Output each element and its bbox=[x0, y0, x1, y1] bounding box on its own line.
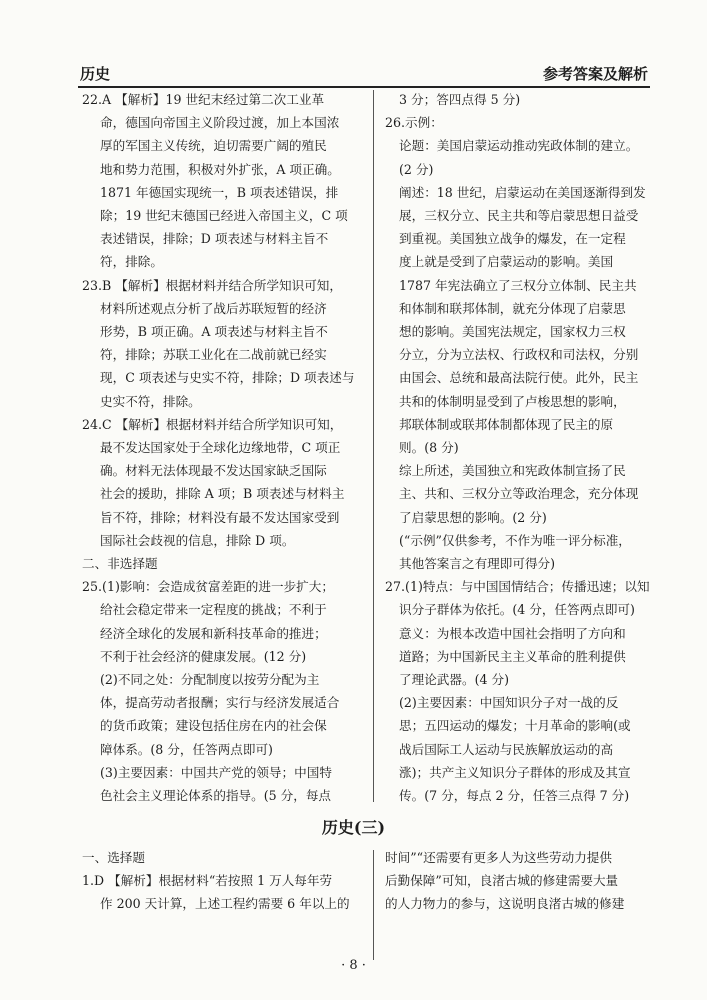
text-line: (2 分) bbox=[399, 161, 434, 177]
text-line: (2)不同之处：分配制度以按劳分配为主 bbox=[100, 672, 320, 688]
text-line: 色社会主义理论体系的指导。(5 分，每点 bbox=[100, 788, 332, 804]
text-line: 传。(7 分，每点 2 分，任答三点得 7 分) bbox=[399, 788, 630, 804]
text-line: 分立，分为立法权、行政权和司法权，分别 bbox=[399, 347, 639, 363]
bottom-column-divider bbox=[373, 850, 374, 960]
text-line: 的人力物力的参与，这说明良渚古城的修建 bbox=[385, 896, 625, 912]
text-line: 命，德国向帝国主义阶段过渡，加上本国浓 bbox=[100, 115, 340, 131]
text-line: 涨)；共产主义知识分子群体的形成及其宣 bbox=[399, 764, 631, 780]
text-line: 时间”“还需要有更多人为这些劳动力提供 bbox=[385, 850, 612, 865]
text-line: 地和势力范围，积极对外扩张，A 项正确。 bbox=[100, 161, 340, 177]
text-line: 经济全球化的发展和新科技革命的推进； bbox=[100, 625, 327, 641]
text-line: 了理论武器。(4 分) bbox=[399, 672, 509, 688]
text-line: 26.示例： bbox=[385, 115, 443, 131]
text-line: 度上就是受到了启蒙运动的影响。美国 bbox=[399, 254, 614, 270]
text-line: 阐述：18 世纪，启蒙运动在美国逐渐得到发 bbox=[399, 184, 646, 200]
page-header bbox=[78, 62, 650, 88]
text-line: 3 分；答四点得 5 分) bbox=[399, 92, 521, 107]
text-line: 作 200 天计算，上述工程约需要 6 年以上的 bbox=[100, 896, 350, 912]
text-line: 展，三权分立、民主共和等启蒙思想日益受 bbox=[399, 208, 639, 224]
text-line: 给社会稳定带来一定程度的挑战；不利于 bbox=[100, 602, 327, 618]
text-line: 史实不符，排除。 bbox=[100, 393, 201, 409]
text-line: 25.(1)影响：会造成贫富差距的进一步扩大； bbox=[82, 579, 334, 595]
text-line: 到重视。美国独立战争的爆发，在一定程 bbox=[399, 231, 626, 247]
text-line: 国际社会歧视的信息，排除 D 项。 bbox=[100, 532, 295, 548]
text-line: 确。材料无法体现最不发达国家缺乏国际 bbox=[100, 463, 327, 479]
text-line: 主、共和、三权分立等政治理念，充分体现 bbox=[399, 486, 639, 502]
text-line: (“示例”仅供参考，不作为唯一评分标准， bbox=[399, 532, 631, 548]
text-line: 二、非选择题 bbox=[82, 556, 158, 572]
text-line: (2)主要因素：中国知识分子对一战的反 bbox=[399, 695, 619, 711]
text-line: 识分子群体为依托。(4 分，任答两点即可) bbox=[399, 602, 635, 618]
text-line: 了启蒙思想的影响。(2 分) bbox=[399, 509, 547, 525]
text-line: 厚的军国主义传统，迫切需要广阔的殖民 bbox=[100, 138, 327, 154]
text-line: 1787 年宪法确立了三权分立体制、民主共 bbox=[399, 277, 637, 293]
text-line: 27.(1)特点：与中国国情结合；传播迅速；以知 bbox=[385, 579, 650, 595]
text-line: 除；19 世纪末德国已经进入帝国主义，C 项 bbox=[100, 208, 348, 224]
text-line: 1.D 【解析】根据材料“若按照 1 万人每年劳 bbox=[82, 873, 333, 889]
text-line: 战后国际工人运动与民族解放运动的高 bbox=[399, 741, 614, 757]
text-line: 思；五四运动的爆发；十月革命的影响(或 bbox=[399, 718, 631, 734]
text-line: 22.A 【解析】19 世纪末经过第二次工业革 bbox=[82, 92, 325, 107]
text-line: 体，提高劳动者报酬；实行与经济发展适合 bbox=[100, 695, 340, 711]
text-line: 表述错误，排除；D 项表述与材料主旨不 bbox=[100, 231, 329, 247]
text-line: 最不发达国家处于全球化边缘地带，C 项正 bbox=[100, 440, 341, 456]
text-line: 形势，B 项正确。A 项表述与材料主旨不 bbox=[100, 324, 328, 340]
text-line: 的货币政策；建设包括住房在内的社会保 bbox=[100, 718, 327, 734]
text-line: 和体制和联邦体制，就充分体现了启蒙思 bbox=[399, 300, 626, 316]
text-line: 共和的体制明显受到了卢梭思想的影响， bbox=[399, 393, 626, 409]
text-line: 障体系。(8 分，任答两点即可) bbox=[100, 741, 273, 757]
column-divider bbox=[373, 90, 374, 802]
page-number: · 8 · bbox=[341, 958, 366, 973]
text-line: 现，C 项表述与史实不符，排除；D 项表述与 bbox=[100, 370, 355, 386]
bottom-right-column bbox=[385, 846, 660, 916]
text-line: 旨不符，排除；材料没有最不发达国家受到 bbox=[100, 509, 340, 525]
text-line: 23.B 【解析】根据材料并结合所学知识可知， bbox=[82, 277, 342, 293]
text-line: (3)主要因素：中国共产党的领导；中国特 bbox=[100, 764, 332, 780]
section-title: 历史(三) bbox=[321, 818, 386, 837]
text-line: 1871 年德国实现统一，B 项表述错误，排 bbox=[100, 184, 339, 200]
text-line: 材料所述观点分析了战后苏联短暂的经济 bbox=[100, 300, 327, 316]
header-title: 参考答案及解析 bbox=[542, 65, 648, 83]
text-line: 意义：为根本改造中国社会指明了方向和 bbox=[399, 625, 626, 641]
text-line: 邦联体制或联邦体制都体现了民主的原 bbox=[399, 416, 614, 432]
header-subject: 历史 bbox=[80, 65, 111, 83]
text-line: 则。(8 分) bbox=[399, 440, 459, 456]
text-line: 一、选择题 bbox=[82, 850, 145, 865]
text-line: 社会的援助，排除 A 项；B 项表述与材料主 bbox=[100, 486, 345, 502]
text-line: 不利于社会经济的健康发展。(12 分) bbox=[100, 648, 307, 664]
text-line: 由国会、总统和最高法院行使。此外，民主 bbox=[399, 370, 639, 386]
text-line: 后勤保障”可知，良渚古城的修建需要大量 bbox=[385, 873, 619, 889]
text-line: 综上所述，美国独立和宪政体制宣扬了民 bbox=[399, 463, 626, 479]
text-line: 符，排除；苏联工业化在二战前就已经实 bbox=[100, 347, 327, 363]
text-line: 其他答案言之有理即可得分) bbox=[399, 556, 556, 572]
text-line: 想的影响。美国宪法规定，国家权力三权 bbox=[399, 324, 626, 340]
bottom-left-column bbox=[82, 846, 372, 916]
left-column bbox=[82, 88, 372, 807]
text-line: 道路；为中国新民主主义革命的胜利提供 bbox=[399, 648, 626, 664]
text-line: 24.C 【解析】根据材料并结合所学知识可知， bbox=[82, 416, 343, 432]
right-column bbox=[385, 88, 660, 807]
text-line: 符，排除。 bbox=[100, 254, 163, 270]
text-line: 论题：美国启蒙运动推动宪政体制的建立。 bbox=[399, 138, 639, 154]
